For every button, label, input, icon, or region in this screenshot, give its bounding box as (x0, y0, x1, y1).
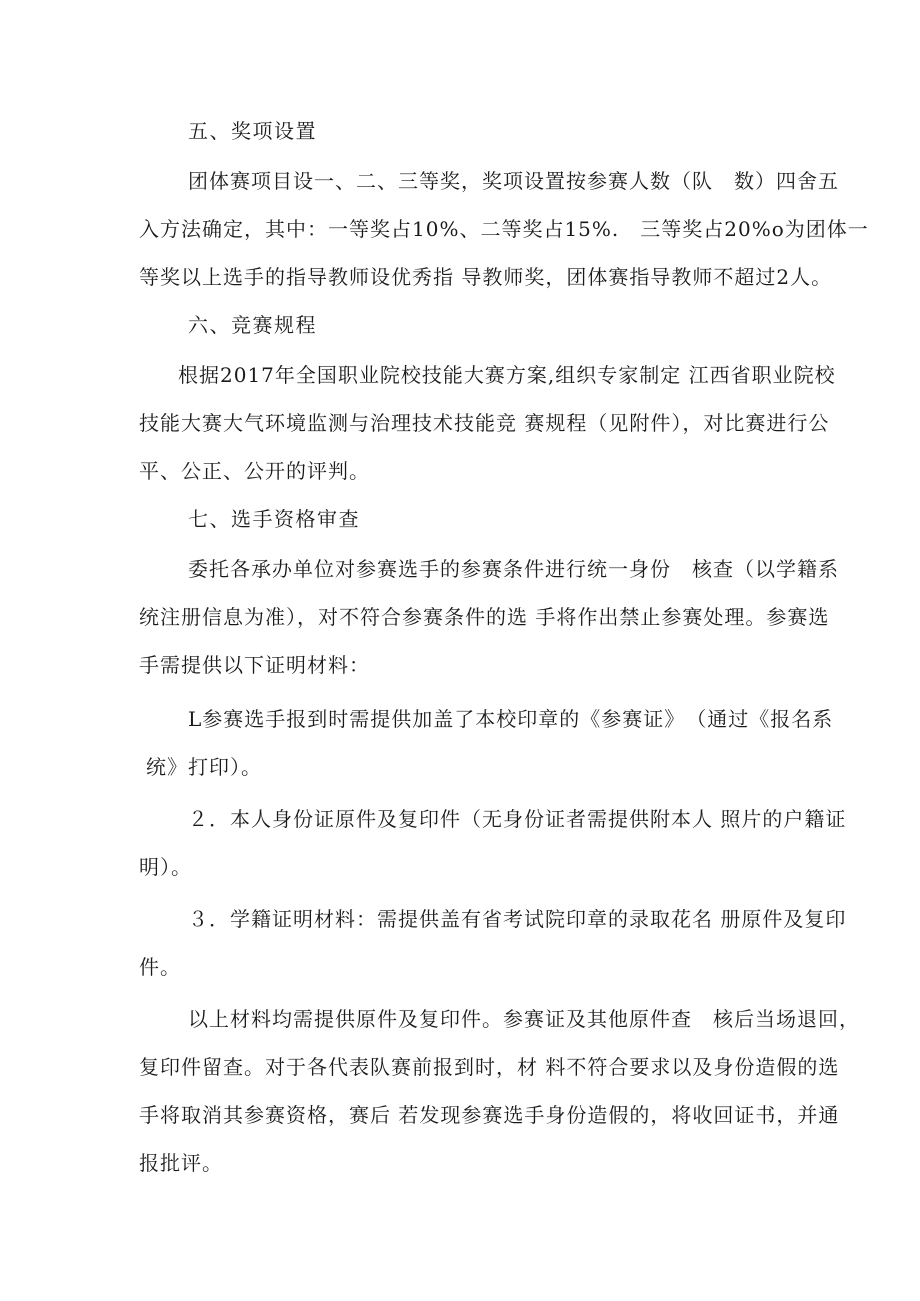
paragraph-line: 技能大赛大气环境监测与治理技术技能竞 赛规程（见附件），对比赛进行公 (139, 411, 830, 435)
list-item-2-line: ２．本人身份证原件及复印件（无身份证者需提供附本人 照片的户籍证 (188, 807, 847, 831)
paragraph-line: 复印件留查。对于各代表队赛前报到时，材 料不符合要求以及身份造假的选 (139, 1055, 840, 1079)
paragraph-line: 报批评。 (139, 1151, 223, 1175)
list-item-2-line: 明）。 (139, 855, 192, 879)
paragraph-line: 等奖以上选手的指导教师设优秀指 导教师奖，团体赛指导教师不超过2人。 (139, 265, 833, 289)
paragraph-line: 手将取消其参赛资格，赛后 若发现参赛选手身份造假的，将收回证书，并通 (139, 1103, 840, 1127)
paragraph-line: 委托各承办单位对参赛选手的参赛条件进行统一身份 核查（以学籍系 (188, 557, 839, 581)
section-heading-awards: 五、奖项设置 (188, 119, 317, 143)
paragraph-line: 根据2017年全国职业院校技能大赛方案,组织专家制定 江西省职业院校 (178, 363, 836, 387)
list-item-1-line: L参赛选手报到时需提供加盖了本校印章的《参赛证》 （通过《报名系 (188, 707, 834, 731)
list-item-3-line: ３．学籍证明材料：需提供盖有省考试院印章的录取花名 册原件及复印 (188, 907, 847, 931)
paragraph-line: 平、公正、公开的评判。 (139, 459, 370, 483)
paragraph-line: 入方法确定，其中：一等奖占10%、二等奖占15%. 三等奖占20%o为团体一 (139, 217, 869, 241)
list-item-3-line: 件。 (139, 955, 181, 979)
paragraph-line: 手需提供以下证明材料： (139, 653, 370, 677)
paragraph-line: 统注册信息为准），对不符合参赛条件的选 手将作出禁止参赛处理。参赛选 (139, 605, 830, 629)
section-heading-rules: 六、竞赛规程 (188, 313, 317, 337)
section-heading-eligibility: 七、选手资格审查 (188, 507, 360, 531)
paragraph-line: 团体赛项目设一、二、三等奖，奖项设置按参赛人数（队 数）四舍五 (188, 169, 839, 193)
paragraph-line: 以上材料均需提供原件及复印件。参赛证及其他原件查 核后当场退回， (188, 1007, 860, 1031)
list-item-1-line: 统》打印）。 (146, 755, 262, 779)
